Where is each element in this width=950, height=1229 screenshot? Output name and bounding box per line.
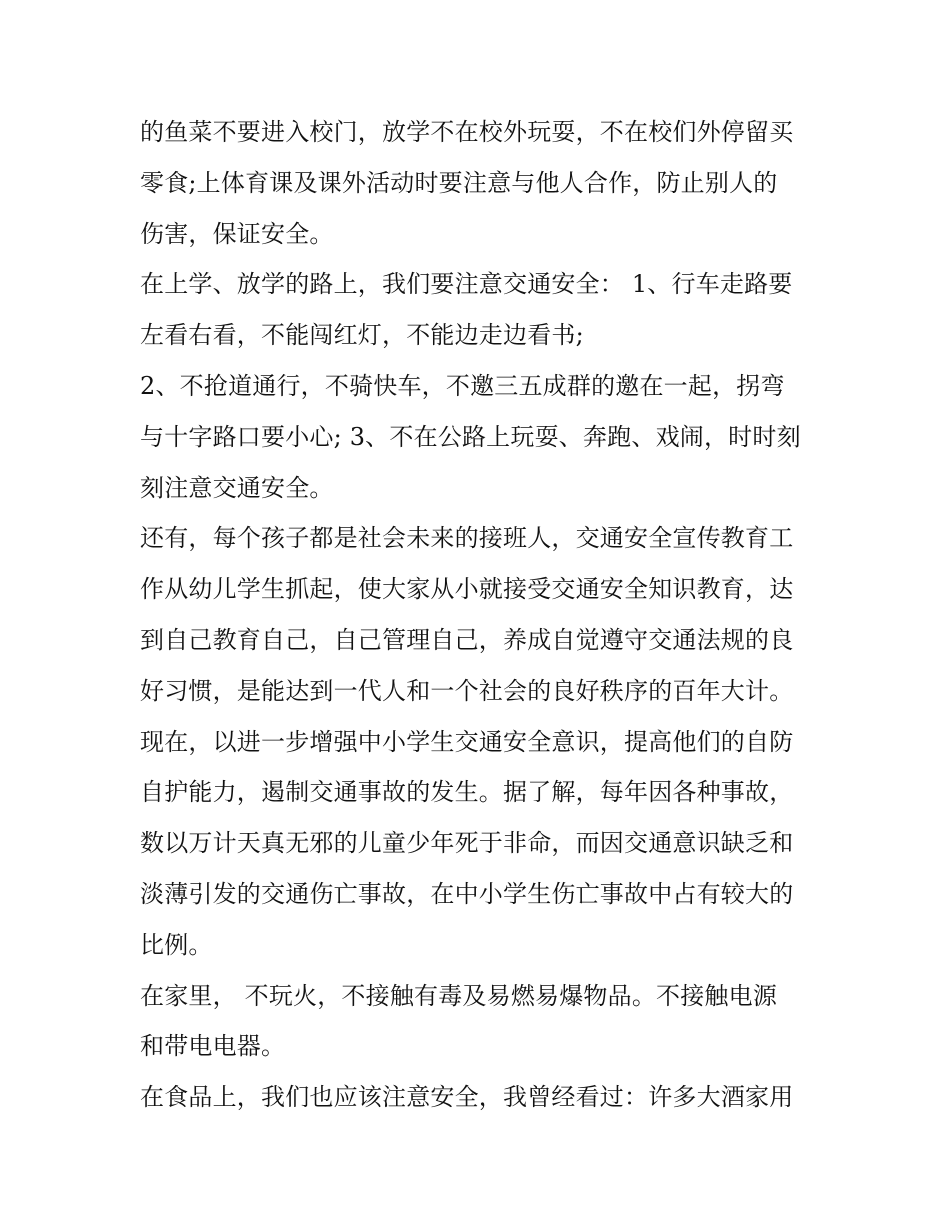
- text-line-5: 左看右看，不能闯红灯，不能边走边看书;: [140, 321, 584, 350]
- document-body: [140, 107, 812, 1123]
- text-line-20: 在食品上，我们也应该注意安全，我曾经看过：许多大酒家用: [140, 1083, 794, 1112]
- text-line-12: 好习惯，是能达到一代人和一个社会的良好秩序的百年大计。: [140, 676, 794, 705]
- text-line-18: 在家里， 不玩火，不接触有毒及易燃易爆物品。不接触电源: [140, 981, 778, 1010]
- text-line-16: 淡薄引发的交通伤亡事故，在中小学生伤亡事故中占有较大的: [140, 879, 794, 908]
- text-line-17: 比例。: [140, 930, 213, 959]
- text-line-14: 自护能力，遏制交通事故的发生。据了解，每年因各种事故，: [140, 778, 794, 807]
- text-line-11: 到自己教育自己，自己管理自己，养成自觉遵守交通法规的良: [140, 625, 794, 654]
- text-line-15: 数以万计天真无邪的儿童少年死于非命，而因交通意识缺乏和: [140, 829, 794, 858]
- text-line-10: 作从幼儿学生抓起，使大家从小就接受交通安全知识教育，达: [140, 575, 794, 604]
- text-line-9: 还有，每个孩子都是社会未来的接班人，交通安全宣传教育工: [140, 524, 794, 553]
- text-line-1: 的鱼菜不要进入校门，放学不在校外玩耍，不在校们外停留买: [140, 118, 794, 146]
- text-line-8: 刻注意交通安全。: [140, 473, 334, 502]
- text-line-2: 零食;上体育课及课外活动时要注意与他人合作，防止别人的: [140, 168, 778, 197]
- text-line-4: 在上学、放学的路上，我们要注意交通安全： 1、行车走路要: [140, 270, 793, 299]
- text-line-19: 和带电电器。: [140, 1032, 286, 1061]
- text-line-6: 2、不抢道通行，不骑快车，不邀三五成群的邀在一起，拐弯: [140, 371, 785, 400]
- text-line-3: 伤害，保证安全。: [140, 219, 334, 248]
- text-line-13: 现在，以进一步增强中小学生交通安全意识，提高他们的自防: [140, 727, 794, 756]
- text-line-7: 与十字路口要小心; 3、不在公路上玩耍、奔跑、戏闹，时时刻: [140, 422, 801, 451]
